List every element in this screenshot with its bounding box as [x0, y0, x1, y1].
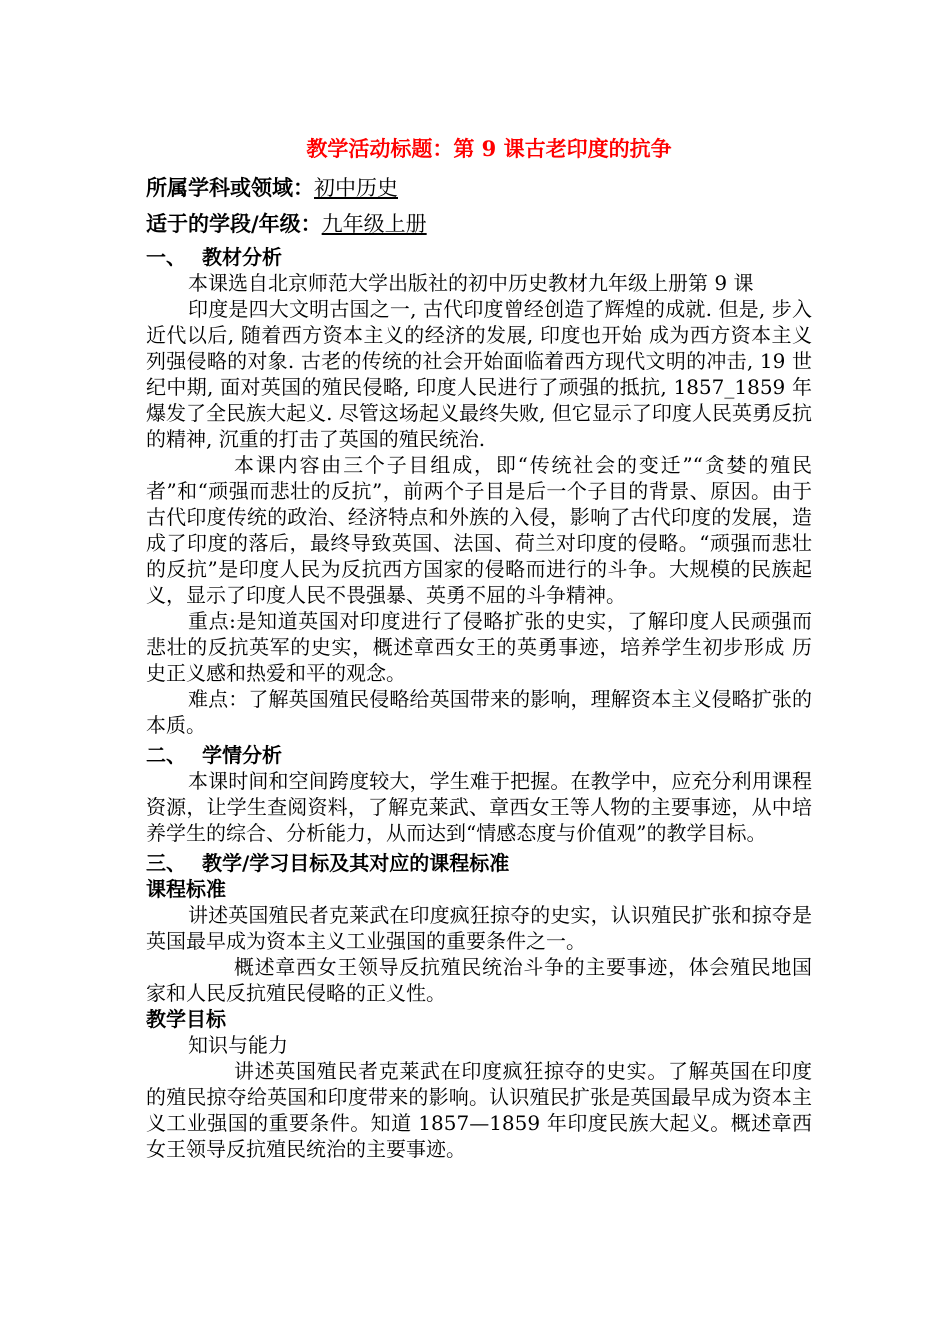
paragraph: 概述章西女王领导反抗殖民统治斗争的主要事迹，体会殖民地国家和人民反抗殖民侵略的正义性。	[146, 955, 812, 1005]
paragraph: 本课选自北京师范大学出版社的初中历史教材九年级上册第 9 课	[188, 271, 754, 295]
section-heading-2	[146, 742, 812, 768]
grade-label: 适于的学段/年级：	[146, 211, 322, 236]
section-heading-3	[146, 850, 812, 876]
grade-value: 九年级上册	[321, 212, 427, 236]
section-title: 教学/学习目标及其对应的课程标准	[202, 851, 510, 875]
subheading-curriculum-standard: 课程标准	[146, 877, 226, 901]
paragraph: 本课内容由三个子目组成，即“传统社会的变迁”“贪婪的殖民者”和“顽强而悲壮的反抗”，前两个子目是后一个子目的背景、原因。由于古代印度传统的政治、经济特点和外族的入侵，影响了古代印度的发展，造成了印度的落后，最终导致英国、法国、荷兰对印度的侵略。“顽强而悲壮的反抗”是印度人民为反抗西方国家的侵略而进行的斗争。大规模的民族起义，显示了印度人民不畏强暴、英勇不屈的斗争精神。	[146, 453, 812, 607]
section-number: 二、	[146, 743, 186, 767]
subject-line	[146, 172, 812, 204]
subheading-knowledge-ability: 知识与能力	[188, 1033, 288, 1057]
section-number: 一、	[146, 245, 186, 269]
paragraph: 讲述英国殖民者克莱武在印度疯狂掠夺的史实，认识殖民扩张和掠夺是英国最早成为资本主义工业强国的重要条件之一。	[146, 903, 812, 953]
paragraph: 本课时间和空间跨度较大，学生难于把握。在教学中，应充分利用课程资源，让学生查阅资料，了解克莱武、章西女王等人物的主要事迹，从中培养学生的综合、分析能力，从而达到“情感态度与价值观”的教学目标。	[146, 769, 812, 845]
paragraph: 印度是四大文明古国之一, 古代印度曾经创造了辉煌的成就. 但是, 步入近代以后, 随着西方资本主义的经济的发展, 印度也开始 成为西方资本主义列强侵略的对象. 古老的传统的社会开始面临着西方现代文明的冲击, 19 世纪中期, 面对英国的殖民侵略, 印度人民进行了顽强的抵抗, 1857_1859 年爆发了全民族大起义. 尽管这场起义最终失败, 但它显示了印度人民英勇反抗的精神, 沉重的打击了英国的殖民统治.	[146, 297, 812, 451]
paragraph: 难点：了解英国殖民侵略给英国带来的影响，理解资本主义侵略扩张的本质。	[146, 687, 812, 737]
subheading-teaching-goals: 教学目标	[146, 1007, 226, 1031]
grade-line	[146, 208, 812, 240]
section-title: 教材分析	[202, 245, 282, 269]
section-title: 学情分析	[202, 743, 282, 767]
document-title: 教学活动标题：第 9 课古老印度的抗争	[306, 136, 672, 161]
section-heading-1	[146, 244, 812, 270]
subject-value: 初中历史	[314, 176, 398, 200]
paragraph: 讲述英国殖民者克莱武在印度疯狂掠夺的史实。了解英国在印度的殖民掠夺给英国和印度带来的影响。认识殖民扩张是英国最早成为资本主义工业强国的重要条件。知道 1857—1859 年印度民族大起义。概述章西女王领导反抗殖民统治的主要事迹。	[146, 1059, 812, 1161]
paragraph: 重点:是知道英国对印度进行了侵略扩张的史实，了解印度人民顽强而悲壮的反抗英军的史实，概述章西女王的英勇事迹，培养学生初步形成 历史正义感和热爱和平的观念。	[146, 609, 812, 685]
section-number: 三、	[146, 851, 186, 875]
subject-label: 所属学科或领域：	[146, 175, 314, 200]
